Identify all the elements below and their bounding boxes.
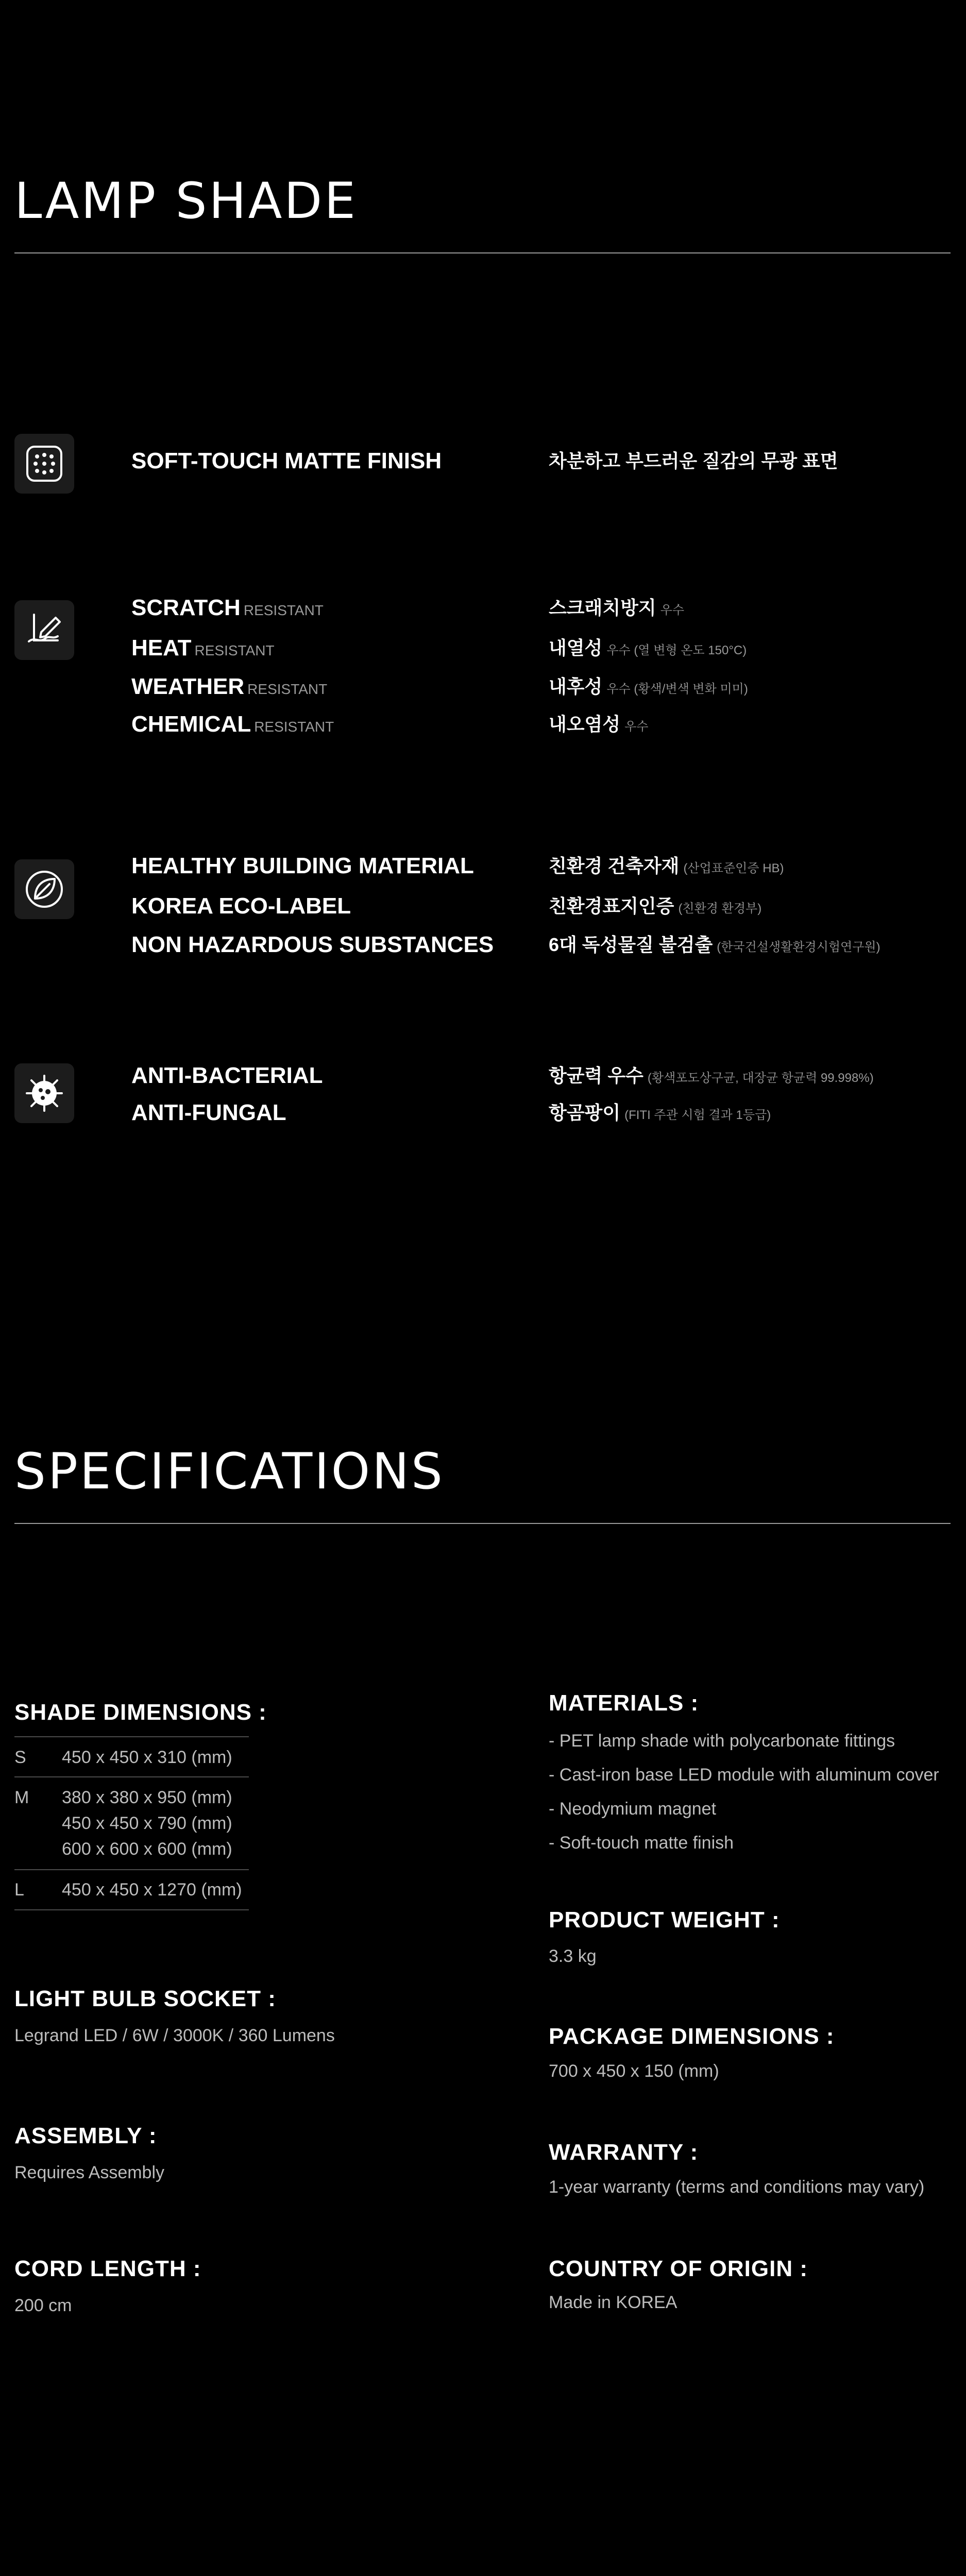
feature-en-line: HEALTHY BUILDING MATERIAL <box>131 853 474 878</box>
feature-ko-line: 6대 독성물질 불검출 (한국건설생활환경시험연구원) <box>549 934 880 955</box>
lamp-shade-divider <box>14 252 951 253</box>
shade-dimensions-label: SHADE DIMENSIONS : <box>14 1700 267 1725</box>
specifications-divider <box>14 1523 951 1524</box>
dimension-size: L <box>14 1880 24 1900</box>
country-of-origin-value: Made in KOREA <box>549 2293 677 2312</box>
material-item: - PET lamp shade with polycarbonate fittings <box>549 1731 895 1751</box>
feature-en-line: SOFT-TOUCH MATTE FINISH <box>131 448 442 473</box>
materials-label: MATERIALS : <box>549 1690 699 1716</box>
feature-ko-line: 차분하고 부드러운 질감의 무광 표면 <box>549 450 838 471</box>
feature-ko-line: 내열성 우수 (열 변형 온도 150°C) <box>549 637 747 658</box>
dots-grid-icon <box>14 434 74 494</box>
pencil-scratch-icon <box>14 600 74 660</box>
product-weight-value: 3.3 kg <box>549 1946 597 1966</box>
material-item: - Soft-touch matte finish <box>549 1833 734 1853</box>
lamp-shade-title: LAMP SHADE <box>14 172 358 230</box>
dimension-size: S <box>14 1748 26 1767</box>
package-dimensions-value: 700 x 450 x 150 (mm) <box>549 2061 719 2081</box>
material-item: - Cast-iron base LED module with aluminum cover <box>549 1765 939 1785</box>
package-dimensions-label: PACKAGE DIMENSIONS : <box>549 2024 835 2049</box>
dimension-value: 450 x 450 x 1270 (mm) <box>62 1880 242 1900</box>
feature-en-line: HEAT RESISTANT <box>131 635 275 660</box>
feature-en-line: WEATHER RESISTANT <box>131 674 328 699</box>
feature-en-line: NON HAZARDOUS SUBSTANCES <box>131 932 494 957</box>
feature-ko-line: 친환경표지인증 (친환경 환경부) <box>549 895 762 917</box>
country-of-origin-label: COUNTRY OF ORIGIN : <box>549 2256 808 2281</box>
dimension-divider <box>14 1869 249 1870</box>
feature-ko-line: 항곰팡이 (FITI 주관 시험 결과 1등급) <box>549 1102 771 1123</box>
specifications-title: SPECIFICATIONS <box>14 1443 445 1500</box>
warranty-label: WARRANTY : <box>549 2140 699 2165</box>
dimension-divider <box>14 1776 249 1777</box>
bacteria-icon <box>14 1063 74 1123</box>
dimension-value: 380 x 380 x 950 (mm) <box>62 1788 232 1807</box>
dimension-value: 450 x 450 x 790 (mm) <box>62 1814 232 1833</box>
feature-ko-line: 친환경 건축자재 (산업표준인증 HB) <box>549 855 784 876</box>
warranty-value: 1-year warranty (terms and conditions may vary) <box>549 2177 925 2197</box>
material-item: - Neodymium magnet <box>549 1799 717 1819</box>
feature-en-line: ANTI-BACTERIAL <box>131 1063 323 1088</box>
product-weight-label: PRODUCT WEIGHT : <box>549 1907 780 1933</box>
feature-ko-line: 내오염성 우수 <box>549 714 649 735</box>
dimension-size: M <box>14 1788 29 1807</box>
cord-length-label: CORD LENGTH : <box>14 2256 201 2281</box>
dimension-value: 600 x 600 x 600 (mm) <box>62 1839 232 1859</box>
light-bulb-socket-label: LIGHT BULB SOCKET : <box>14 1986 276 2011</box>
feature-ko-line: 내후성 우수 (황색/변색 변화 미미) <box>549 676 748 697</box>
assembly-label: ASSEMBLY : <box>14 2123 157 2148</box>
dimension-divider <box>14 1909 249 1910</box>
assembly-value: Requires Assembly <box>14 2163 165 2182</box>
cord-length-value: 200 cm <box>14 2296 72 2315</box>
feature-en-line: KOREA ECO-LABEL <box>131 893 351 919</box>
feature-ko-line: 항균력 우수 (황색포도상구균, 대장균 항균력 99.998%) <box>549 1065 874 1086</box>
feature-ko-line: 스크래치방지 우수 <box>549 597 685 618</box>
dimension-divider <box>14 1736 249 1737</box>
dimension-value: 450 x 450 x 310 (mm) <box>62 1748 232 1767</box>
feature-en-line: CHEMICAL RESISTANT <box>131 711 334 737</box>
leaf-icon <box>14 859 74 919</box>
feature-en-line: ANTI-FUNGAL <box>131 1100 286 1125</box>
light-bulb-socket-value: Legrand LED / 6W / 3000K / 360 Lumens <box>14 2026 335 2045</box>
feature-en-line: SCRATCH RESISTANT <box>131 595 324 620</box>
